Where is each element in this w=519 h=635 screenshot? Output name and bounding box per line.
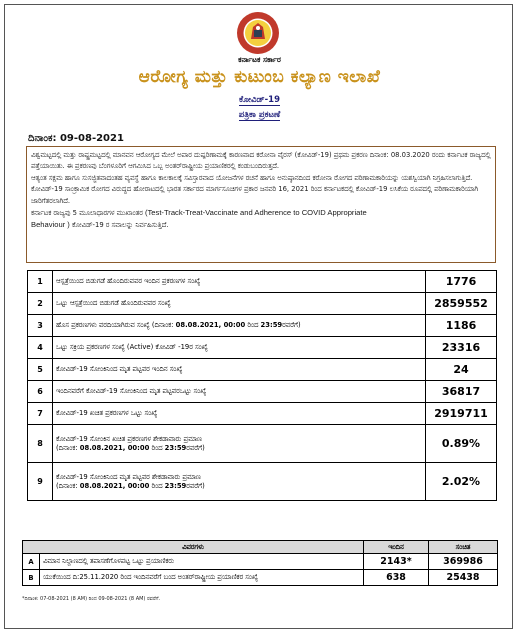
table-row [28,425,497,463]
row-value: 0.89% [426,425,497,463]
row-label: ಕೋವಿಡ್-19 ಸೋಂಕಿನಿಂದ ಮೃತ ಪಟ್ಟವರ ಶೇಕಡಾವಾರು ಪ್ರಮಾಣ (ದಿನಾಂಕ: 08.08.2021, 00:00 ರಿಂದ 23:59ರವರೆಗೆ) [53,463,426,501]
row-label: ಕೋವಿಡ್-19 ಸೋಂಕಿನ ಖಚಿತ ಪ್ರಕರಣಗಳ ಶೇಕಡಾವಾರು ಪ್ರಮಾಣ (ದಿನಾಂಕ: 08.08.2021, 00:00 ರಿಂದ 23:59ರವರೆಗೆ) [53,425,426,463]
row-letter: A [23,554,40,570]
row-value: 23316 [426,337,497,359]
travellers-table [22,540,498,586]
row-value: 2.02% [426,463,497,501]
row-number: 4 [28,337,53,359]
row-label: ಕೋವಿಡ್-19 ಖಚಿತ ಪ್ರಕರಣಗಳ ಒಟ್ಟು ಸಂಖ್ಯೆ [53,403,426,425]
row-number: 5 [28,359,53,381]
table-row [28,337,497,359]
row-label: ಯುಕೆಯಿಂದ ದಿ:25.11.2020 ರಿಂದ ಇಂದಿನವರೆಗೆ ಬಂದ ಅಂತರ್‌ರಾಷ್ಟ್ರೀಯ ಪ್ರಯಾಣಿಕರ ಸಂಖ್ಯೆ [40,570,364,586]
government-name: ಕರ್ನಾಟಕ ಸರ್ಕಾರ [238,55,281,64]
footnote: *ದಿನಾಂಕ: 07-08-2021 (8 AM) ರಿಂದ 09-08-2021 (8 AM) ರವರೆಗೆ. [22,596,161,602]
row-label: ಆಸ್ಪತ್ರೆಯಿಂದ ಬಿಡುಗಡೆ ಹೊಂದಿರುವವರ ಇಂದಿನ ಪ್ರಕರಣಗಳ ಸಂಖ್ಯೆ [53,271,426,293]
row-number: 2 [28,293,53,315]
release-date: ದಿನಾಂಕ: 09-08-2021 [28,133,124,144]
row-number: 1 [28,271,53,293]
covid-stats-table [27,270,497,501]
row-today-value: 2143* [364,554,429,570]
table-row [28,315,497,337]
row-total-value: 25438 [429,570,498,586]
subject-title: ಕೋವಿಡ್-19 [238,95,281,105]
row-number: 6 [28,381,53,403]
table-row [28,463,497,501]
row-label: ಒಟ್ಟು ಆಸ್ಪತ್ರೆಯಿಂದ ಬಿಡುಗಡೆ ಹೊಂದಿರುವವರ ಸಂಖ್ಯೆ [53,293,426,315]
row-label: ಒಟ್ಟು ಸಕ್ರಿಯ ಪ್ರಕರಣಗಳ ಸಂಖ್ಯೆ (Active) ಕೋವಿಡ್ -19ರ ಸಂಖ್ಯೆ [53,337,426,359]
table-row [28,359,497,381]
header-total: ಸಂಚಿತ [429,541,498,554]
header-today: ಇಂದಿನ [364,541,429,554]
intro-paragraph-3: ಕೋವಿಡ್-19 ಸಾಂಕ್ರಾಮಿಕ ರೋಗದ ವಿರುದ್ಧದ ಹೋರಾಟದಲ್ಲಿ ಭಾರತ ಸರ್ಕಾರದ ಮಾರ್ಗಸೂಚಿಗಳ ಪ್ರಕಾರ ಜನವರಿ 16, 2021 ರಿಂದ ಕರ್ನಾಟಕದಲ್ಲಿ ಕೋವಿಡ್-19 ಲಸಿಕೆಯ ರೂಪದಲ್ಲಿ ಪರಿಣಾಮಕಾರಿಯಾಗಿ ಜಾರಿಗೆತರಲಾಗಿದೆ. [31,185,479,205]
row-number: 9 [28,463,53,501]
row-today-value: 638 [364,570,429,586]
table-row [28,381,497,403]
department-title: ಆರೋಗ್ಯ ಮತ್ತು ಕುಟುಂಬ ಕಲ್ಯಾಣ ಇಲಾಖೆ [138,67,381,87]
row-label: ಹೊಸ ಪ್ರಕರಣಗಳು ವರದಿಯಾಗಿರುವ ಸಂಖ್ಯೆ (ದಿನಾಂಕ: 08.08.2021, 00:00 ರಿಂದ 23:59ರವರೆಗೆ) [53,315,426,337]
row-label: ಕೋವಿಡ್-19 ಸೋಂಕಿನಿಂದ ಮೃತ ಪಟ್ಟವರ ಇಂದಿನ ಸಂಖ್ಯೆ [53,359,426,381]
karnataka-emblem-icon [236,11,280,55]
row-number: 7 [28,403,53,425]
row-value: 1776 [426,271,497,293]
table-row [28,271,497,293]
row-value: 2859552 [426,293,497,315]
row-letter: B [23,570,40,586]
table-row [23,554,498,570]
table-header-row [23,541,498,554]
press-release-title: ಪತ್ರಿಕಾ ಪ್ರಕಟಣೆ [238,110,281,120]
table-row [28,293,497,315]
row-number: 3 [28,315,53,337]
intro-paragraph-1: ವಿಶ್ವಮಟ್ಟದಲ್ಲಿ ಮತ್ತು ರಾಷ್ಟ್ರಮಟ್ಟದಲ್ಲಿ ಮಾನವನ ಆರೋಗ್ಯದ ಮೇಲೆ ಅಪಾರ ದುಷ್ಪರಿಣಾಮಕ್ಕೆ ಕಾರಣವಾದ ಕರೋನಾ ವೈರಸ್ (ಕೋವಿಡ್-19) ಪ್ರಥಮ ಪ್ರಕರಣ ದಿನಾಂಕ: 08.03.2020 ರಂದು ಕರ್ನಾಟಕ ರಾಜ್ಯದಲ್ಲಿ ಪತ್ತೆಯಾಯಿತು. ಈ ಪ್ರಕರಣವು ಬೆಂಗಳೂರಿಗೆ ಆಗಮಿಸಿದ ಒಬ್ಬ ಅಂತರ್‌ರಾಷ್ಟ್ರೀಯ ಪ್ರಯಾಣಿಕರಲ್ಲಿ ಕಂಡುಬಂದಿರುತ್ತದೆ. [31,151,491,171]
row-value: 36817 [426,381,497,403]
row-value: 2919711 [426,403,497,425]
row-value: 1186 [426,315,497,337]
table-row [23,570,498,586]
header-details: ವಿವರಗಳು [23,541,364,554]
row-total-value: 369986 [429,554,498,570]
intro-box [26,146,496,263]
row-label: ವಿಮಾನ ನಿಲ್ದಾಣದಲ್ಲಿ ತಪಾಸಣೆಗೊಳಪಟ್ಟ ಒಟ್ಟು ಪ್ರಯಾಣಿಕರು [40,554,364,570]
row-label: ಇಂದಿನವರೆಗೆ ಕೋವಿಡ್-19 ಸೋಂಕಿನಿಂದ ಮೃತ ಪಟ್ಟವರಒಟ್ಟು ಸಂಖ್ಯೆ [53,381,426,403]
intro-paragraph-4: ಕರ್ನಾಟಕ ರಾಜ್ಯವು 5 ಮೂಲಾಧಾರಗಳ ಮುಖಾಂತರ (Test-Track-Treat-Vaccinate and Adherence to COVID Appropriate Behaviour ) ಕೋವಿಡ್-19 ರ ಸವಾಲನ್ನು ನಿರ್ವಹಿಸುತ್ತಿದೆ. [31,208,367,230]
intro-paragraph-2: ಆತ್ಯಂತ ಸಕ್ಷಮ ಹಾಗೂ ಸುಸಜ್ಜಿತವಾದಂತಹ ವ್ಯವಸ್ಥೆ ಹಾಗೂ ಕಾಲಕಾಲಕ್ಕೆ ಸವಿಸ್ತಾರವಾದ ಯೋಜನೆಗಳ ರಚನೆ ಹಾಗೂ ಅನುಷ್ಠಾನದಿಂದ ಕರೋನಾ ರೋಗದ ಪರಿಣಾಮಕಾರಿಯನ್ನು ಯಶಸ್ವಿಯಾಗಿ ನಿಗ್ರಹಿಸಲಾಗುತ್ತಿದೆ. [31,173,473,182]
row-number: 8 [28,425,53,463]
row-value: 24 [426,359,497,381]
table-row [28,403,497,425]
